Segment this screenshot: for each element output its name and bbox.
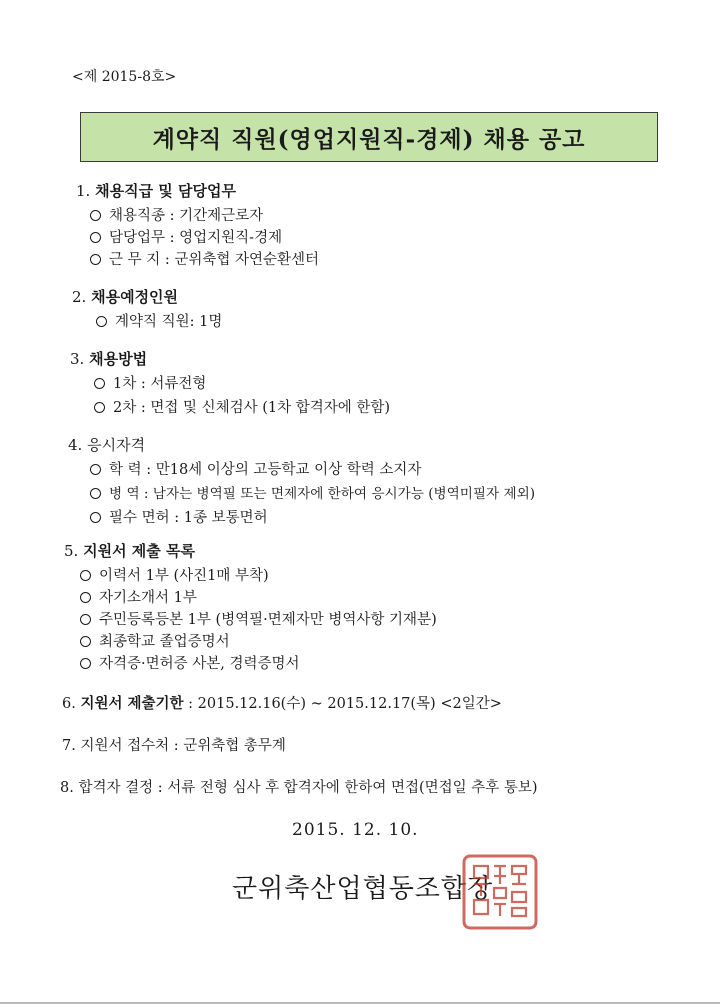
section-5-title xyxy=(64,540,195,561)
circle-bullet-icon xyxy=(90,488,101,499)
list-item-text: 최종학교 졸업증명서 xyxy=(99,634,230,650)
list-item xyxy=(90,482,535,502)
list-item xyxy=(80,630,230,651)
list-item-text: 자격증·면허증 사본, 경력증명서 xyxy=(99,656,300,672)
section-number: 7. xyxy=(62,738,76,754)
section-number: 8. xyxy=(60,780,74,796)
list-item xyxy=(80,652,300,673)
circle-bullet-icon xyxy=(80,592,91,603)
list-item xyxy=(94,396,390,417)
section-number: 6. xyxy=(62,696,76,712)
section-1-title xyxy=(76,180,236,201)
list-item-text: 병 역 : 남자는 병역필 또는 면제자에 한하여 응시가능 (병역미필자 제외) xyxy=(109,486,536,502)
list-item xyxy=(96,310,222,331)
circle-bullet-icon xyxy=(90,254,101,265)
circle-bullet-icon xyxy=(96,316,107,327)
list-item xyxy=(94,372,206,393)
section-number: 1. xyxy=(76,182,91,200)
section-heading-rest: 응시자격 xyxy=(87,436,146,454)
circle-bullet-icon xyxy=(80,658,91,669)
notice-title: 계약직 직원(영업지원직-경제) 채용 공고 xyxy=(80,112,658,162)
list-item xyxy=(80,608,437,629)
list-item-text: 주민등록등본 1부 (병역필·면제자만 병역사항 기재분) xyxy=(99,612,437,628)
section-heading: 지원서 제출기한 xyxy=(80,695,184,712)
section-number: 4. xyxy=(68,436,83,454)
list-item-text: 근 무 지 : 군위축협 자연순환센터 xyxy=(109,252,320,268)
circle-bullet-icon xyxy=(90,232,101,243)
section-number: 2. xyxy=(72,288,87,306)
list-item-text: 1차 : 서류전형 xyxy=(113,376,207,392)
section-7-title xyxy=(62,734,286,755)
section-heading: 지원서 제출 목록 xyxy=(83,542,195,560)
section-heading-rest: : 2015.12.16(수) ~ 2015.12.17(목) <2일간> xyxy=(183,696,502,712)
list-item xyxy=(90,458,421,479)
list-item-text: 담당업무 : 영업지원직-경제 xyxy=(109,230,283,246)
section-number: 3. xyxy=(70,350,85,368)
list-item-text: 이력서 1부 (사진1매 부착) xyxy=(99,568,269,584)
section-number: 5. xyxy=(64,542,79,560)
list-item xyxy=(80,564,269,585)
list-item-text: 필수 면허 : 1종 보통면허 xyxy=(109,510,268,526)
section-heading: 채용예정인원 xyxy=(91,288,179,306)
issue-date: 2015. 12. 10. xyxy=(292,820,419,840)
circle-bullet-icon xyxy=(90,210,101,221)
list-item xyxy=(90,506,268,527)
list-item xyxy=(90,248,319,269)
section-heading: 채용방법 xyxy=(89,350,148,368)
page-bottom-edge xyxy=(0,1002,720,1004)
circle-bullet-icon xyxy=(94,378,105,389)
list-item-text: 학 력 : 만18세 이상의 고등학교 이상 학력 소지자 xyxy=(109,462,422,478)
list-item-text: 채용직종 : 기간제근로자 xyxy=(109,208,264,224)
list-item-text: 2차 : 면접 및 신체검사 (1차 합격자에 한함) xyxy=(113,400,391,416)
circle-bullet-icon xyxy=(94,402,105,413)
section-heading-rest: 합격자 결정 : 서류 전형 심사 후 합격자에 한하여 면접(면접일 추후 통보) xyxy=(78,780,538,796)
circle-bullet-icon xyxy=(80,614,91,625)
list-item xyxy=(80,586,197,607)
section-4-title xyxy=(68,434,145,455)
section-2-title xyxy=(72,286,178,307)
section-heading-rest: 지원서 접수처 : 군위축협 총무계 xyxy=(80,738,286,754)
section-8-title xyxy=(60,776,538,797)
circle-bullet-icon xyxy=(80,570,91,581)
list-item xyxy=(90,226,282,247)
section-heading: 채용직급 및 담당업무 xyxy=(95,182,236,200)
list-item xyxy=(90,204,263,225)
section-3-title xyxy=(70,348,147,369)
circle-bullet-icon xyxy=(90,464,101,475)
list-item-text: 계약직 직원: 1명 xyxy=(115,314,223,330)
section-6-title xyxy=(62,692,502,713)
issuer-name: 군위축산업협동조합장 xyxy=(232,874,494,904)
circle-bullet-icon xyxy=(80,636,91,647)
circle-bullet-icon xyxy=(90,512,101,523)
document-number: <제 2015-8호> xyxy=(72,69,177,85)
list-item-text: 자기소개서 1부 xyxy=(99,590,197,606)
